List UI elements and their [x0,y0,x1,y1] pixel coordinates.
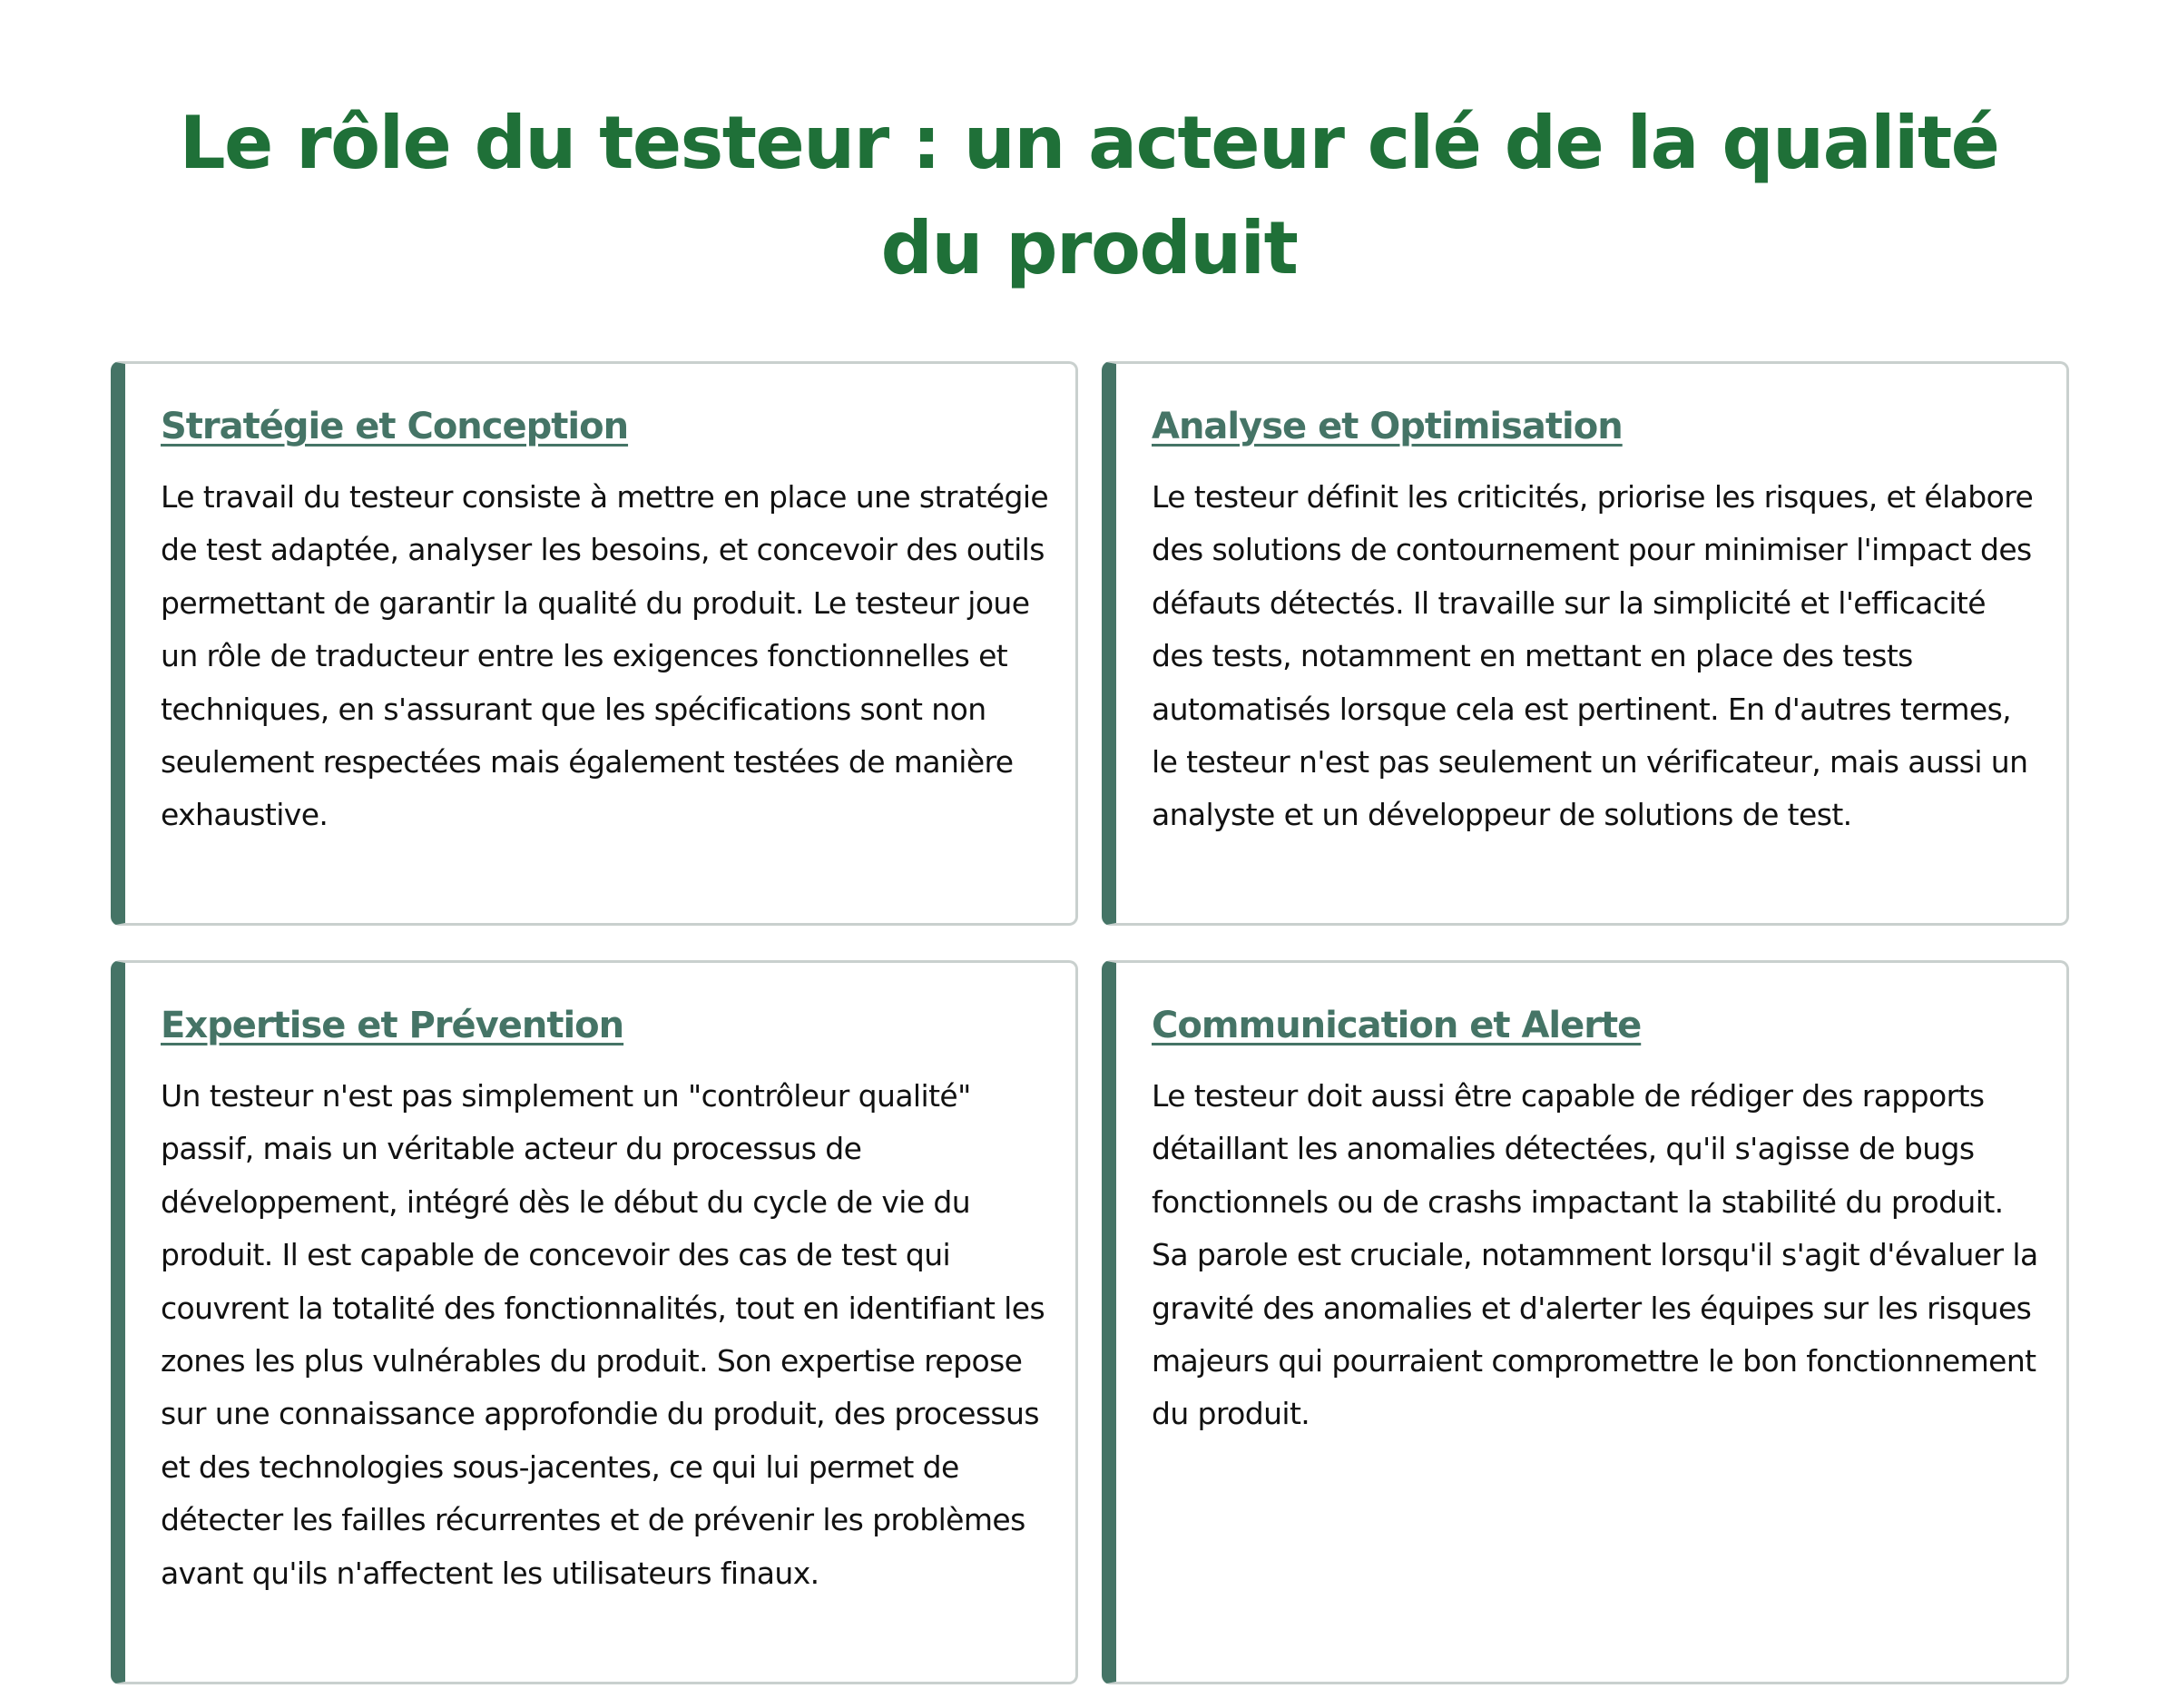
card-title: Expertise et Prévention [161,1005,624,1046]
card-text: Un testeur n'est pas simplement un "contrôleur qualité" passif, mais un véritable acteur du processus de développement, intégré dès le début du cycle de vie du produit. Il est capable de concevoir des cas de test qui couvrent la totalité des fonctionnalités, tout en identifiant les zones les plus vulnérables du produit. Son expertise repose sur une connaissance approfondie du produit, des processus et des technologies sous-jacentes, ce qui lui permet de détecter les failles récurrentes et de prévenir les problèmes avant qu'ils n'affectent les utilisateurs finaux. [161,1078,1045,1591]
card-analyse-optimisation [1102,361,2069,926]
page-title: Le rôle du testeur : un acteur clé de la qualité du produit [179,101,1999,290]
card-title: Analyse et Optimisation [1152,406,1623,447]
card-text: Le testeur doit aussi être capable de rédiger des rapports détaillant les anomalies détectées, qu'il s'agisse de bugs fonctionnels ou de crashs impactant la stabilité du produit. Sa parole est cruciale, notamment lorsqu'il s'agit d'évaluer la gravité des anomalies et d'alerter les équipes sur les risques majeurs qui pourraient compromettre le bon fonctionnement du produit. [1152,1078,2038,1432]
cards-grid [111,361,2069,1684]
card-text: Le testeur définit les criticités, priorise les risques, et élabore des solutions de contournement pour minimiser l'impact des défauts détectés. Il travaille sur la simplicité et l'efficacité des tests, notamment en mettant en place des tests automatisés lorsque cela est pertinent. En d'autres termes, le testeur n'est pas seulement un vérificateur, mais aussi un analyste et un développeur de solutions de test. [1152,479,2034,833]
card-expertise-prevention [111,960,1078,1684]
card-communication-alerte [1102,960,2069,1684]
card-strategie-conception [111,361,1078,926]
card-title: Communication et Alerte [1152,1005,1642,1046]
card-text: Le travail du testeur consiste à mettre en place une stratégie de test adaptée, analyser les besoins, et concevoir des outils permettant de garantir la qualité du produit. Le testeur joue un rôle de traducteur entre les exigences fonctionnelles et techniques, en s'assurant que les spécifications sont non seulement respectées mais également testées de manière exhaustive. [161,479,1049,833]
card-title: Stratégie et Conception [161,406,629,447]
